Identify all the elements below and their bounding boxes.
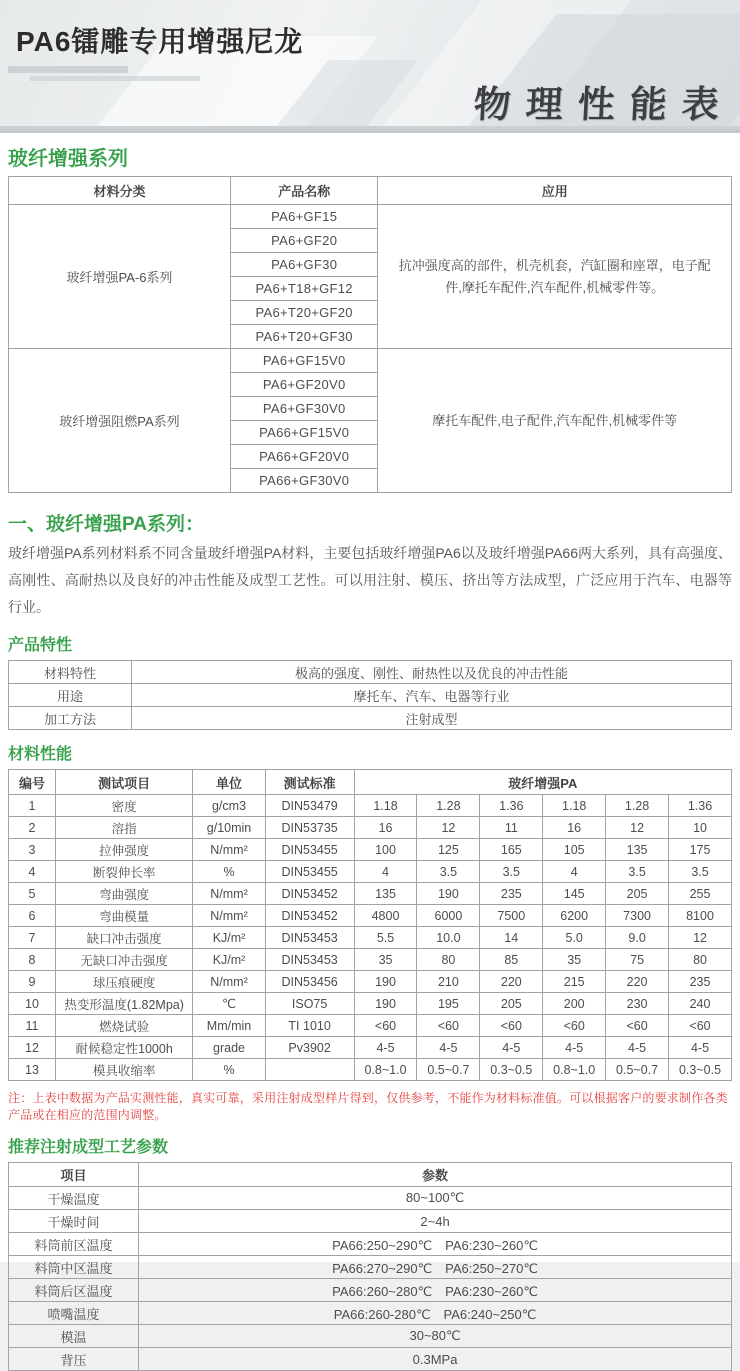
table-cell: 4 xyxy=(354,861,417,883)
table-row xyxy=(9,1037,732,1059)
table-row xyxy=(9,1059,732,1081)
column-header: 编号 xyxy=(9,770,56,795)
table-cell: 3.5 xyxy=(669,861,732,883)
table-cell: 4-5 xyxy=(480,1037,543,1059)
section-title-series: 玻纤增强系列 xyxy=(8,148,128,170)
series-table xyxy=(8,176,732,493)
table-row xyxy=(9,1325,732,1348)
table-cell: 0.5~0.7 xyxy=(417,1059,480,1081)
performance-table xyxy=(8,769,732,1081)
intro-paragraph: 玻纤增强PA系列材料系不同含量玻纤增强PA材料，主要包括玻纤增强PA6以及玻纤增强PA66两大系列，具有高强度、高刚性、高耐热以及良好的冲击性能及成型工艺性。可以用注射、模压、挤出等方法成型，广泛应用于汽车、电器等行业。 xyxy=(8,545,732,615)
table-cell: 14 xyxy=(480,927,543,949)
header-banner xyxy=(0,0,740,133)
table-cell: 200 xyxy=(543,993,606,1015)
table-cell: 干燥温度 xyxy=(9,1187,139,1210)
table-cell: 溶指 xyxy=(55,817,192,839)
table-cell: 拉伸强度 xyxy=(55,839,192,861)
section-title-process: 推荐注射成型工艺参数 xyxy=(8,1139,169,1156)
table-cell: 料筒前区温度 xyxy=(9,1233,139,1256)
table-cell: 注射成型 xyxy=(131,707,731,730)
table-cell: 断裂伸长率 xyxy=(55,861,192,883)
table-cell: DIN53452 xyxy=(265,905,354,927)
table-cell: 13 xyxy=(9,1059,56,1081)
banner-decoration xyxy=(30,76,200,81)
table-cell: 4 xyxy=(9,861,56,883)
table-cell: 0.5~0.7 xyxy=(606,1059,669,1081)
table-cell: Mm/min xyxy=(193,1015,265,1037)
table-cell: 12 xyxy=(606,817,669,839)
table-cell: 10 xyxy=(669,817,732,839)
table-cell: 3.5 xyxy=(606,861,669,883)
table-cell: 料筒后区温度 xyxy=(9,1279,139,1302)
table-cell: 喷嘴温度 xyxy=(9,1302,139,1325)
column-header: 测试项目 xyxy=(55,770,192,795)
table-cell: 35 xyxy=(543,949,606,971)
table-cell: 190 xyxy=(354,971,417,993)
table-cell: 4-5 xyxy=(354,1037,417,1059)
table-cell: N/mm² xyxy=(193,883,265,905)
table-cell: 摩托车、汽车、电器等行业 xyxy=(131,684,731,707)
table-cell: 弯曲强度 xyxy=(55,883,192,905)
table-row xyxy=(9,883,732,905)
table-cell: TI 1010 xyxy=(265,1015,354,1037)
column-header: 参数 xyxy=(139,1163,732,1187)
table-row xyxy=(9,817,732,839)
table-row xyxy=(9,707,732,730)
table-cell: 4-5 xyxy=(417,1037,480,1059)
table-cell: 230 xyxy=(606,993,669,1015)
table-cell: 35 xyxy=(354,949,417,971)
table-cell: 80 xyxy=(669,949,732,971)
table-cell: 玻纤增强PA-6系列 xyxy=(9,205,231,349)
table-cell: 5.5 xyxy=(354,927,417,949)
table-cell: Pv3902 xyxy=(265,1037,354,1059)
table-cell: PA6+T20+GF30 xyxy=(230,325,377,349)
table-row xyxy=(9,927,732,949)
process-table xyxy=(8,1162,732,1371)
table-cell: 7500 xyxy=(480,905,543,927)
table-cell: 3.5 xyxy=(417,861,480,883)
table-row xyxy=(9,971,732,993)
table-row xyxy=(9,1210,732,1233)
table-cell: 125 xyxy=(417,839,480,861)
section-title-features: 产品特性 xyxy=(8,637,73,654)
table-cell: 1.28 xyxy=(606,795,669,817)
table-cell: 215 xyxy=(543,971,606,993)
table-cell: 8100 xyxy=(669,905,732,927)
column-header: 测试标准 xyxy=(265,770,354,795)
table-cell: 4 xyxy=(543,861,606,883)
table-cell: 80 xyxy=(417,949,480,971)
column-header: 项目 xyxy=(9,1163,139,1187)
table-cell: PA6+GF20 xyxy=(230,229,377,253)
table-cell: <60 xyxy=(354,1015,417,1037)
table-cell: 1 xyxy=(9,795,56,817)
table-cell: PA66:250~290℃ PA6:230~260℃ xyxy=(139,1233,732,1256)
table-cell: 205 xyxy=(480,993,543,1015)
banner-strip xyxy=(0,126,740,133)
table-cell: 11 xyxy=(480,817,543,839)
table-header-row xyxy=(9,1163,732,1187)
table-cell: 4-5 xyxy=(606,1037,669,1059)
table-cell: <60 xyxy=(669,1015,732,1037)
table-cell: 12 xyxy=(417,817,480,839)
table-cell: 3.5 xyxy=(480,861,543,883)
table-cell: 6200 xyxy=(543,905,606,927)
table-cell: % xyxy=(193,1059,265,1081)
table-cell: PA6+GF20V0 xyxy=(230,373,377,397)
table-cell: DIN53735 xyxy=(265,817,354,839)
table-cell: 9 xyxy=(9,971,56,993)
table-footnote: 注：上表中数据为产品实测性能，真实可靠，采用注射成型样片得到，仅供参考，不能作为材料标准值。可以根据客户的要求制作各类产品或在相应的范围内调整。 xyxy=(8,1091,728,1122)
table-cell: 100 xyxy=(354,839,417,861)
table-cell: 240 xyxy=(669,993,732,1015)
table-cell: 165 xyxy=(480,839,543,861)
table-cell: 10.0 xyxy=(417,927,480,949)
table-cell: DIN53479 xyxy=(265,795,354,817)
table-cell: PA66:270~290℃ PA6:250~270℃ xyxy=(139,1256,732,1279)
table-cell: PA6+GF30 xyxy=(230,253,377,277)
table-cell: 135 xyxy=(606,839,669,861)
table-cell: grade xyxy=(193,1037,265,1059)
table-cell: PA66:260-280℃ PA6:240~250℃ xyxy=(139,1302,732,1325)
table-cell: 85 xyxy=(480,949,543,971)
table-cell: 干燥时间 xyxy=(9,1210,139,1233)
table-row xyxy=(9,795,732,817)
table-cell: KJ/m² xyxy=(193,949,265,971)
table-row xyxy=(9,861,732,883)
table-cell: <60 xyxy=(480,1015,543,1037)
features-table xyxy=(8,660,732,730)
table-cell: 0.3MPa xyxy=(139,1348,732,1371)
table-cell: 16 xyxy=(543,817,606,839)
table-cell: 摩托车配件,电子配件,汽车配件,机械零件等 xyxy=(378,349,732,493)
table-cell: 玻纤增强阻燃PA系列 xyxy=(9,349,231,493)
column-header: 单位 xyxy=(193,770,265,795)
table-cell: ISO75 xyxy=(265,993,354,1015)
table-cell: 7300 xyxy=(606,905,669,927)
table-cell: 极高的强度、刚性、耐热性以及优良的冲击性能 xyxy=(131,661,731,684)
table-cell: N/mm² xyxy=(193,905,265,927)
table-cell: 7 xyxy=(9,927,56,949)
table-cell: ℃ xyxy=(193,993,265,1015)
table-cell: 模温 xyxy=(9,1325,139,1348)
table-cell: 料筒中区温度 xyxy=(9,1256,139,1279)
table-cell: 8 xyxy=(9,949,56,971)
table-cell xyxy=(265,1059,354,1081)
banner-subtitle: 物理性能表 xyxy=(472,82,735,126)
table-cell: 弯曲模量 xyxy=(55,905,192,927)
table-row xyxy=(9,205,732,229)
table-cell: 210 xyxy=(417,971,480,993)
table-cell: N/mm² xyxy=(193,839,265,861)
table-cell: 16 xyxy=(354,817,417,839)
table-cell: PA66+GF30V0 xyxy=(230,469,377,493)
table-cell: 4-5 xyxy=(669,1037,732,1059)
table-cell: 6000 xyxy=(417,905,480,927)
table-cell: 4800 xyxy=(354,905,417,927)
table-cell: 球压痕硬度 xyxy=(55,971,192,993)
table-cell: 30~80℃ xyxy=(139,1325,732,1348)
table-cell: 195 xyxy=(417,993,480,1015)
table-row xyxy=(9,1348,732,1371)
table-cell: 190 xyxy=(354,993,417,1015)
table-header-row xyxy=(9,177,732,205)
table-cell: 10 xyxy=(9,993,56,1015)
banner-decoration xyxy=(8,66,128,73)
table-cell: 材料特性 xyxy=(9,661,132,684)
table-cell: 3 xyxy=(9,839,56,861)
table-cell: g/10min xyxy=(193,817,265,839)
table-cell: 235 xyxy=(480,883,543,905)
table-cell: <60 xyxy=(543,1015,606,1037)
table-cell: 0.8~1.0 xyxy=(543,1059,606,1081)
table-cell: 燃烧试验 xyxy=(55,1015,192,1037)
table-cell: 5 xyxy=(9,883,56,905)
table-cell: 用途 xyxy=(9,684,132,707)
column-header: 应用 xyxy=(378,177,732,205)
table-cell: 2~4h xyxy=(139,1210,732,1233)
table-row xyxy=(9,1279,732,1302)
table-cell: 1.36 xyxy=(669,795,732,817)
table-cell: 热变形温度(1.82Mpa) xyxy=(55,993,192,1015)
column-header: 材料分类 xyxy=(9,177,231,205)
table-cell: 80~100℃ xyxy=(139,1187,732,1210)
table-cell: 1.18 xyxy=(543,795,606,817)
table-row xyxy=(9,1187,732,1210)
table-cell: 235 xyxy=(669,971,732,993)
table-row xyxy=(9,905,732,927)
table-cell: 220 xyxy=(480,971,543,993)
table-cell: <60 xyxy=(417,1015,480,1037)
table-cell: 0.3~0.5 xyxy=(480,1059,543,1081)
table-cell: 135 xyxy=(354,883,417,905)
table-cell: 1.18 xyxy=(354,795,417,817)
table-cell: 255 xyxy=(669,883,732,905)
table-row xyxy=(9,839,732,861)
table-row xyxy=(9,349,732,373)
table-row xyxy=(9,661,732,684)
table-cell: 1.28 xyxy=(417,795,480,817)
section-title-pa-series: 一、玻纤增强PA系列： xyxy=(8,514,204,535)
table-cell: 0.3~0.5 xyxy=(669,1059,732,1081)
table-cell: 加工方法 xyxy=(9,707,132,730)
content xyxy=(0,142,740,1371)
table-cell: 11 xyxy=(9,1015,56,1037)
table-cell: <60 xyxy=(606,1015,669,1037)
table-cell: 抗冲强度高的部件，机壳机套，汽缸圈和座罩，电子配件,摩托车配件,汽车配件,机械零件等。 xyxy=(378,205,732,349)
table-cell: DIN53453 xyxy=(265,949,354,971)
table-cell: PA6+GF15V0 xyxy=(230,349,377,373)
table-cell: DIN53455 xyxy=(265,839,354,861)
table-cell: 220 xyxy=(606,971,669,993)
table-cell: 9.0 xyxy=(606,927,669,949)
table-row xyxy=(9,1015,732,1037)
table-cell: 0.8~1.0 xyxy=(354,1059,417,1081)
table-cell: DIN53452 xyxy=(265,883,354,905)
table-row xyxy=(9,684,732,707)
table-cell: PA6+T20+GF20 xyxy=(230,301,377,325)
table-cell: 75 xyxy=(606,949,669,971)
table-cell: 6 xyxy=(9,905,56,927)
table-cell: PA6+T18+GF12 xyxy=(230,277,377,301)
column-header: 产品名称 xyxy=(230,177,377,205)
table-cell: 205 xyxy=(606,883,669,905)
table-header-row xyxy=(9,770,732,795)
table-cell: KJ/m² xyxy=(193,927,265,949)
table-cell: 模具收缩率 xyxy=(55,1059,192,1081)
table-cell: 145 xyxy=(543,883,606,905)
table-row xyxy=(9,949,732,971)
column-header-group: 玻纤增强PA xyxy=(354,770,731,795)
table-row xyxy=(9,1302,732,1325)
table-cell: PA66+GF20V0 xyxy=(230,445,377,469)
table-row xyxy=(9,1233,732,1256)
table-cell: DIN53455 xyxy=(265,861,354,883)
page-title: PA6镭雕专用增强尼龙 xyxy=(16,26,304,57)
section-title-performance: 材料性能 xyxy=(8,746,73,763)
table-cell: 密度 xyxy=(55,795,192,817)
table-cell: 190 xyxy=(417,883,480,905)
table-cell: PA66+GF15V0 xyxy=(230,421,377,445)
table-cell: 背压 xyxy=(9,1348,139,1371)
table-cell: 无缺口冲击强度 xyxy=(55,949,192,971)
table-cell: 5.0 xyxy=(543,927,606,949)
table-cell: % xyxy=(193,861,265,883)
table-cell: 12 xyxy=(9,1037,56,1059)
table-cell: DIN53456 xyxy=(265,971,354,993)
table-cell: 105 xyxy=(543,839,606,861)
table-cell: 12 xyxy=(669,927,732,949)
table-cell: 1.36 xyxy=(480,795,543,817)
table-cell: PA6+GF30V0 xyxy=(230,397,377,421)
table-cell: 4-5 xyxy=(543,1037,606,1059)
table-cell: 缺口冲击强度 xyxy=(55,927,192,949)
table-cell: 耐候稳定性1000h xyxy=(55,1037,192,1059)
table-cell: PA66:260~280℃ PA6:230~260℃ xyxy=(139,1279,732,1302)
table-cell: DIN53453 xyxy=(265,927,354,949)
table-row xyxy=(9,1256,732,1279)
table-cell: 175 xyxy=(669,839,732,861)
table-cell: 2 xyxy=(9,817,56,839)
table-cell: g/cm3 xyxy=(193,795,265,817)
table-cell: PA6+GF15 xyxy=(230,205,377,229)
table-row xyxy=(9,993,732,1015)
table-cell: N/mm² xyxy=(193,971,265,993)
